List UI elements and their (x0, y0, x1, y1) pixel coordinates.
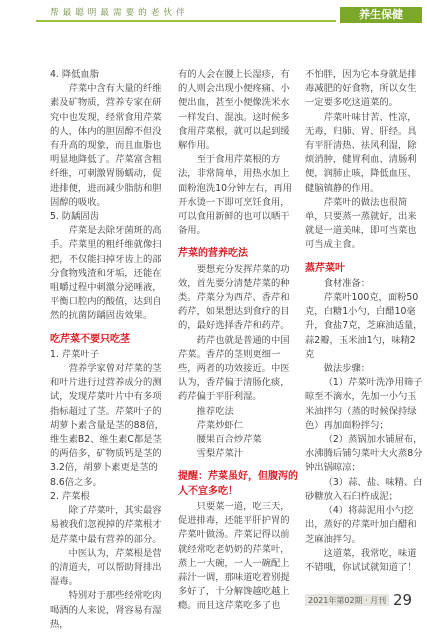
column-middle (178, 68, 298, 614)
paragraph: 要想充分发挥芹菜的功效，首先要分清楚芹菜的种类。芹菜分为西芹、香芹和药芹，如果想达到食疗的目的，最好选择香芹和药芹。 (178, 263, 290, 332)
section-heading: 2. 芹菜根 (50, 490, 90, 502)
tip-title: 提醒：芹菜虽好，但腹泻的人不宜多吃！ (178, 471, 298, 497)
paragraph: 药芹也就是普通的中国芹菜。香芹的茎则更细一些，两者的功效接近。中医认为，香芹偏于清肠化痰，药芹偏于平肝利湿。 (178, 334, 290, 403)
header-bar (0, 0, 427, 22)
paragraph: 芹菜中含有大量的纤维素及矿物质，营养专家在研究中也发现，经常食用芹菜的人，体内的胆固醇不但没有升高的现象，而且血脂也明显地降低了。芹菜富含粗纤维，可刺激胃肠蠕动，促进排便，进而减少脂肪和胆固醇的吸收。 (50, 83, 162, 208)
step-item: （2）蒸锅加水铺屉布，水沸腾后铺匀菜叶大火蒸8分钟出锅晾凉； (305, 434, 423, 474)
column-right (305, 68, 423, 575)
section-title: 蒸芹菜叶 (305, 262, 345, 274)
paragraph: 芹菜叶100克，面粉50克，白糖1小勺，白醋10毫升，食盐7克，芝麻油适量，蒜2瓣，玉米油1勺，味精2克 (305, 292, 423, 360)
header-tagline: 帮最聪明最需要的老伙伴 (50, 8, 189, 18)
section-heading: 4. 降低血脂 (50, 69, 100, 80)
recommend-item: 雪梨芹菜汁 (196, 448, 244, 460)
column-left (50, 68, 170, 632)
recommend-title: 推荐吃法 (196, 405, 234, 417)
paragraph: 芹菜叶的做法也很简单，只要蒸一蒸就好，出来就是一道美味，即可当菜也可当成主食。 (305, 196, 417, 251)
recommend-item: 腰果百合炒芹菜 (196, 434, 262, 446)
step-item: （3）蒜、盐、味精、白砂糖放入石臼杵成泥； (305, 476, 423, 502)
paragraph: 营养学家曾对芹菜的茎和叶片进行过营养成分的测试，发现芹菜叶片中有多项指标超过了茎。芹菜叶子的胡萝卜素含量是茎的88倍，维生素B2、维生素C都是茎的两倍多，矿物质钙是茎的3.2倍，胡萝卜素更是茎的8.6倍之多。 (50, 363, 165, 488)
section-heading: 5. 防龋固齿 (50, 211, 100, 223)
paragraph: 这道菜，我常吃，味道不错哦，你试试就知道了！ (305, 547, 417, 573)
header-divider (36, 20, 336, 22)
paragraph: 有的人会在腰上长湿疹，有的人则会出现小便疼痛、小便出血，甚至小便像洗米水一样发白、混浊。这时候多食用芹菜根，就可以起到缓解作用。 (178, 69, 290, 152)
paragraph: 只要菜一道，吃三天，促进排毒，还能平肝护胃的芹菜叶做汤。芹菜记得以前就经常吃老奶奶的芹菜叶，蒸上一大碗，一人一碗配上蒜汁一调，那味道吃着别提多好了，十分解馋越吃越上瘾。而且这芹菜吃多了也 (178, 500, 290, 612)
steps-title: 做法步骤： (323, 363, 371, 375)
page-number: 29 (393, 591, 413, 609)
ingredients-title: 食材准备： (323, 277, 371, 289)
paragraph: 芹菜是去除牙菌斑的高手。芹菜里的粗纤维就像扫把，不仅能扫掉牙齿上的部分食物残渣和牙垢，还能在咀嚼过程中刺激分泌唾液，平衡口腔内的酸值，达到自然的抗菌防龋固齿效果。 (50, 225, 162, 322)
page-footer (305, 591, 423, 610)
paragraph: 中医认为，芹菜根是营的清道夫，可以帮助肾排出湿毒。 (50, 547, 162, 588)
issue-info: 2021年第02期 · 月刊 (308, 596, 387, 605)
paragraph: 不怕胖，因为它本身就是排毒减肥的好食物，所以女生一定要多吃这道菜的。 (305, 69, 417, 109)
column-name-badge: 养生保健 (340, 7, 422, 23)
step-item: （1）芹菜叶洗净用筛子晾至不滴水，先加一小勺玉米油拌匀（蒸的时候保持绿色）再加面粉拌匀； (305, 377, 423, 431)
section-heading: 1. 芹菜叶子 (50, 348, 100, 360)
step-item: （4）将蒜泥用小勺挖出，蒸好的芹菜叶加白醋和芝麻油拌匀。 (305, 505, 417, 545)
paragraph: 特别对于那些经常吃肉喝酒的人来说，肾容易有湿热， (50, 590, 162, 630)
section-title: 芹菜的营养吃法 (178, 248, 248, 260)
section-title: 吃芹菜不要只吃茎 (50, 333, 130, 345)
paragraph: 至于食用芹菜根的方法，非常简单，用热水加上面粉泡洗10分钟左右，再用开水烫一下即可烹饪食用，可以食用新鲜的也可以晒干备用。 (178, 154, 293, 237)
paragraph: 芹菜叶味甘苦、性凉，无毒，归肺、胃、肝经。具有平肝清热、祛风利湿，除烦消肿，健胃利血、清肠利便，润肺止咳，降低血压、健脑镇静的作用。 (305, 111, 417, 194)
recommend-item: 芹菜炒虾仁 (196, 419, 244, 431)
paragraph: 除了芹菜叶，其实最容易被我们忽视掉的芹菜根才是芹菜中最有营养的部分。 (50, 505, 162, 545)
